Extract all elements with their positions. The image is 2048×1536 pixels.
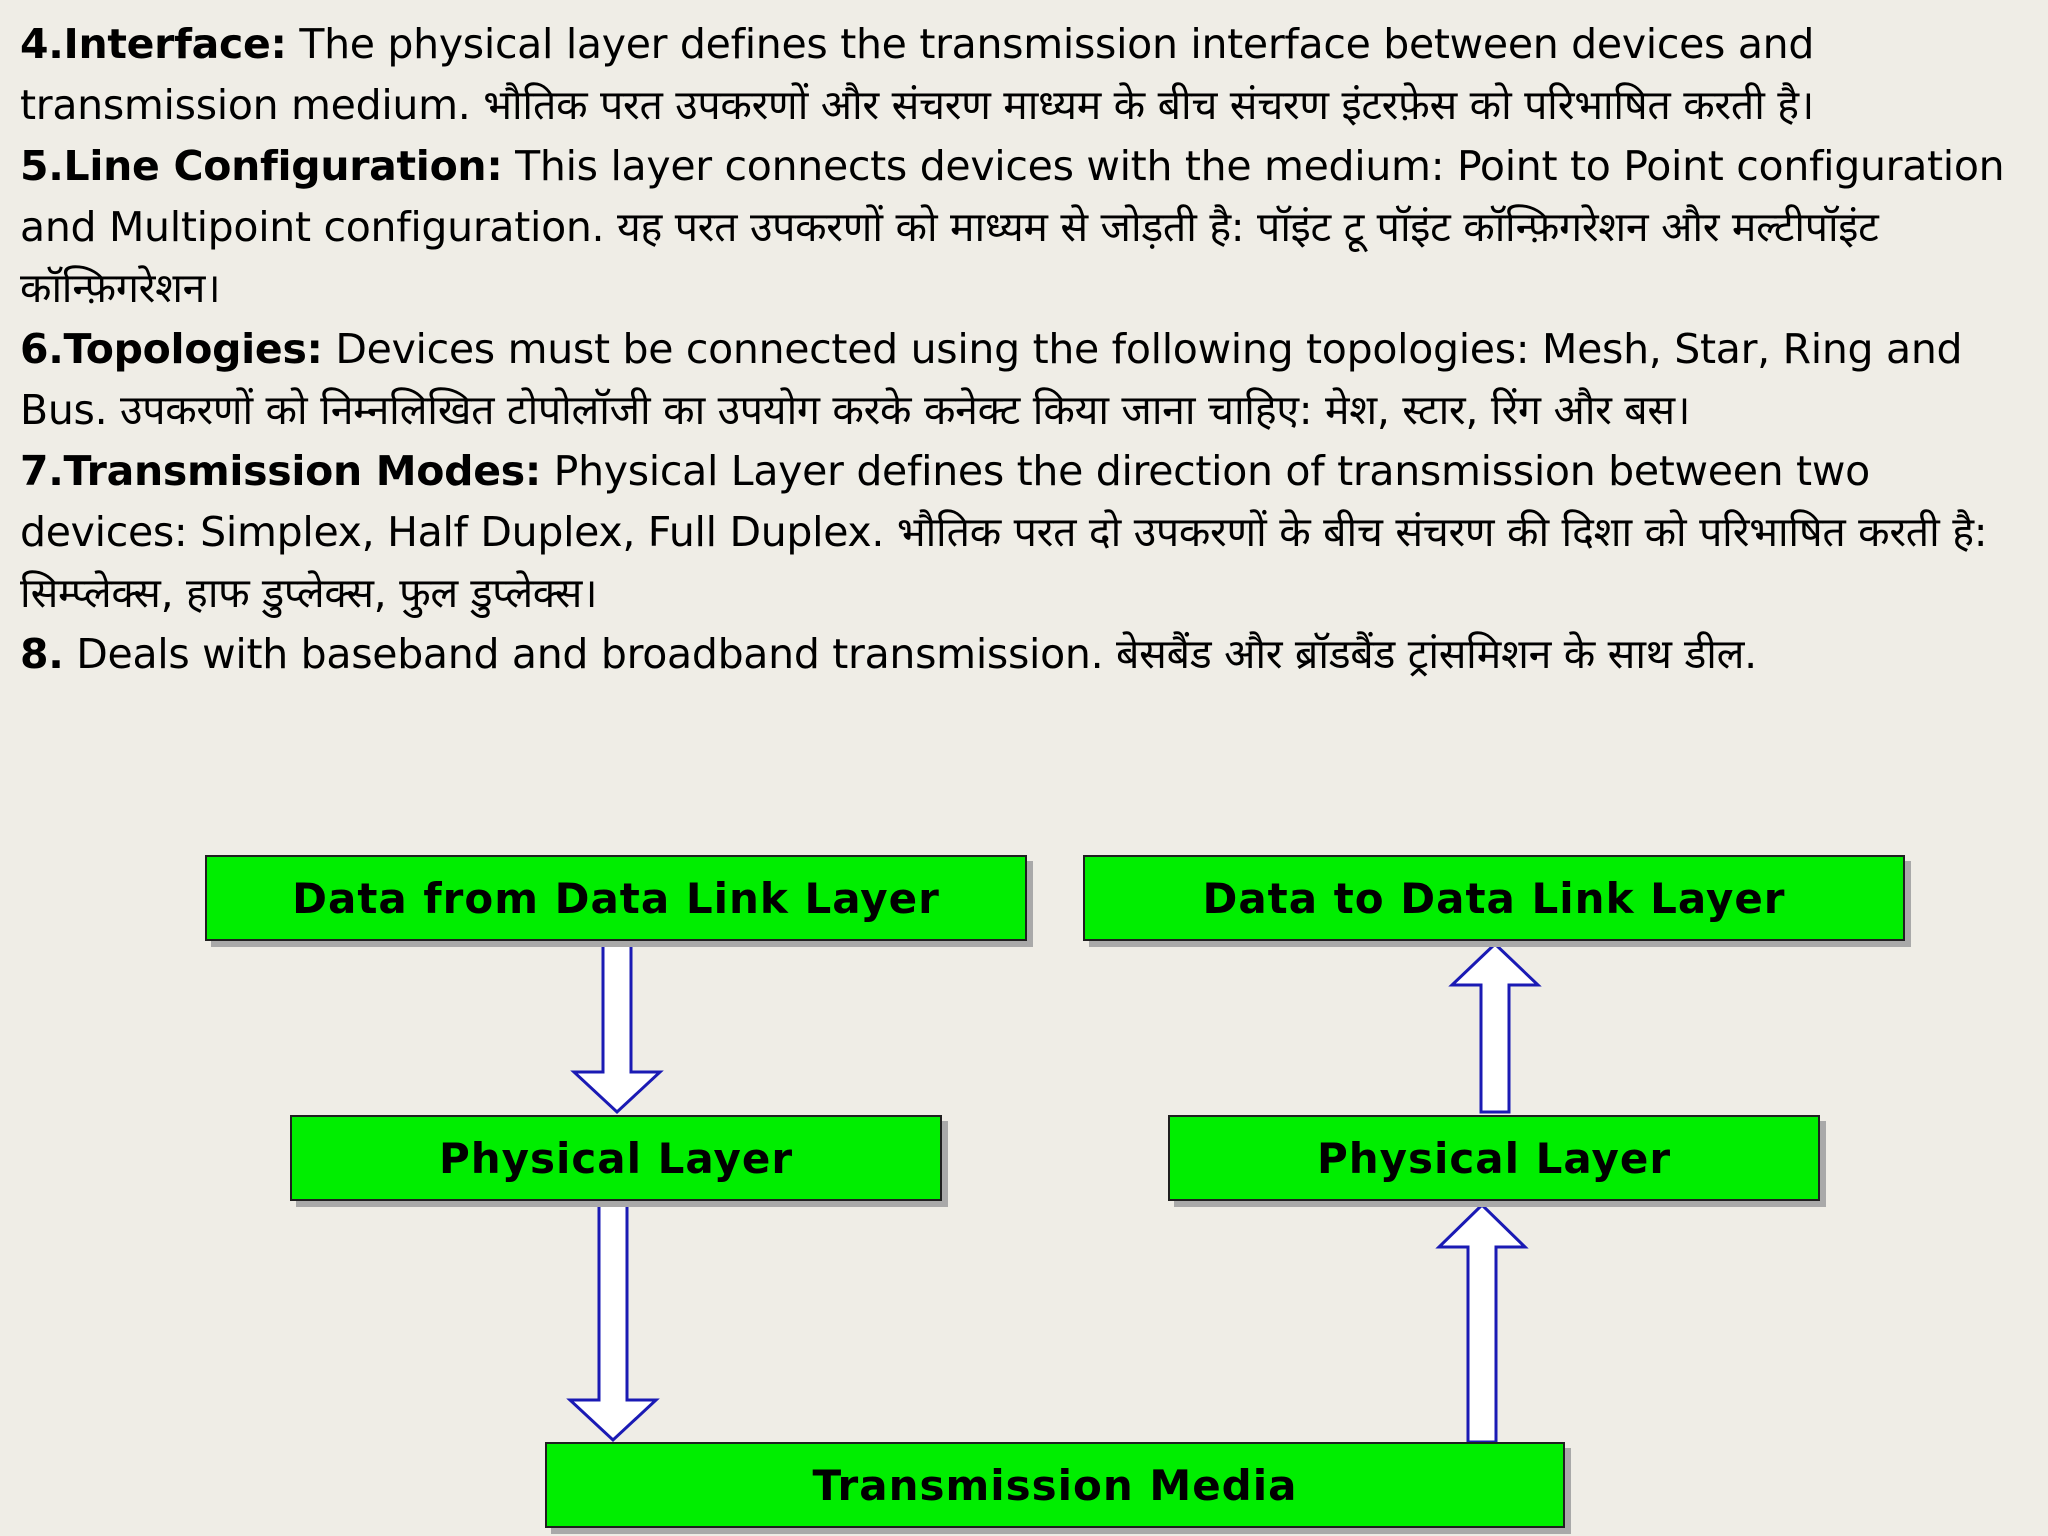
up-arrow-icon [1439,1205,1525,1442]
point-7 [20,441,2020,624]
notes-text [20,14,2020,685]
point-label: 6.Topologies: [20,325,323,373]
point-english: Devices must be connected using the following topologies: Mesh, Star, Ring and Bus. [20,325,1963,434]
point-8 [20,624,2020,685]
point-label: 8. [20,630,64,678]
point-english: The physical layer defines the transmission interface between devices and transmission medium. [20,20,1815,129]
point-english: Physical Layer defines the direction of transmission between two devices: Simplex, Half Duplex, Full Duplex. [20,447,1870,556]
down-arrow-icon [570,1203,656,1440]
box-label: Data to Data Link Layer [1202,873,1786,923]
point-6 [20,319,2020,441]
box-label: Transmission Media [812,1460,1298,1510]
point-hindi: उपकरणों को निम्नलिखित टोपोलॉजी का उपयोग करके कनेक्ट किया जाना चाहिए: मेश, स्टार, रिंग और बस। [107,386,1691,434]
point-5 [20,136,2020,319]
point-english: Deals with baseband and broadband transmission. [63,630,1104,678]
down-arrow-icon [574,942,660,1112]
sender-data-link-box [205,855,1027,941]
point-label: 7.Transmission Modes: [20,447,541,495]
point-hindi: भौतिक परत दो उपकरणों के बीच संचरण की दिशा को परिभाषित करती है: सिम्प्लेक्स, हाफ डुप्लेक्स, फुल डुप्लेक्स। [20,508,1988,617]
box-label: Physical Layer [438,1133,794,1183]
sender-physical-layer-box [290,1115,942,1201]
point-hindi: यह परत उपकरणों को माध्यम से जोड़ती है: पॉइंट टू पॉइंट कॉन्फ़िगरेशन और मल्टीपॉइंट कॉन्फ़िगरेशन। [20,203,1879,312]
point-hindi: बेसबैंड और ब्रॉडबैंड ट्रांसमिशन के साथ डील. [1103,630,1757,678]
receiver-physical-layer-box [1168,1115,1820,1201]
point-english: This layer connects devices with the medium: Point to Point configuration and Multipoint configuration. [20,142,2005,251]
point-label: 4.Interface: [20,20,287,68]
point-label: 5.Line Configuration: [20,142,503,190]
receiver-data-link-box [1083,855,1905,941]
transmission-media-box [545,1442,1565,1528]
point-hindi: भौतिक परत उपकरणों और संचरण माध्यम के बीच संचरण इंटरफ़ेस को परिभाषित करती है। [470,81,1814,129]
point-4 [20,14,2020,136]
up-arrow-icon [1452,944,1538,1112]
box-label: Data from Data Link Layer [292,873,940,923]
box-label: Physical Layer [1316,1133,1672,1183]
